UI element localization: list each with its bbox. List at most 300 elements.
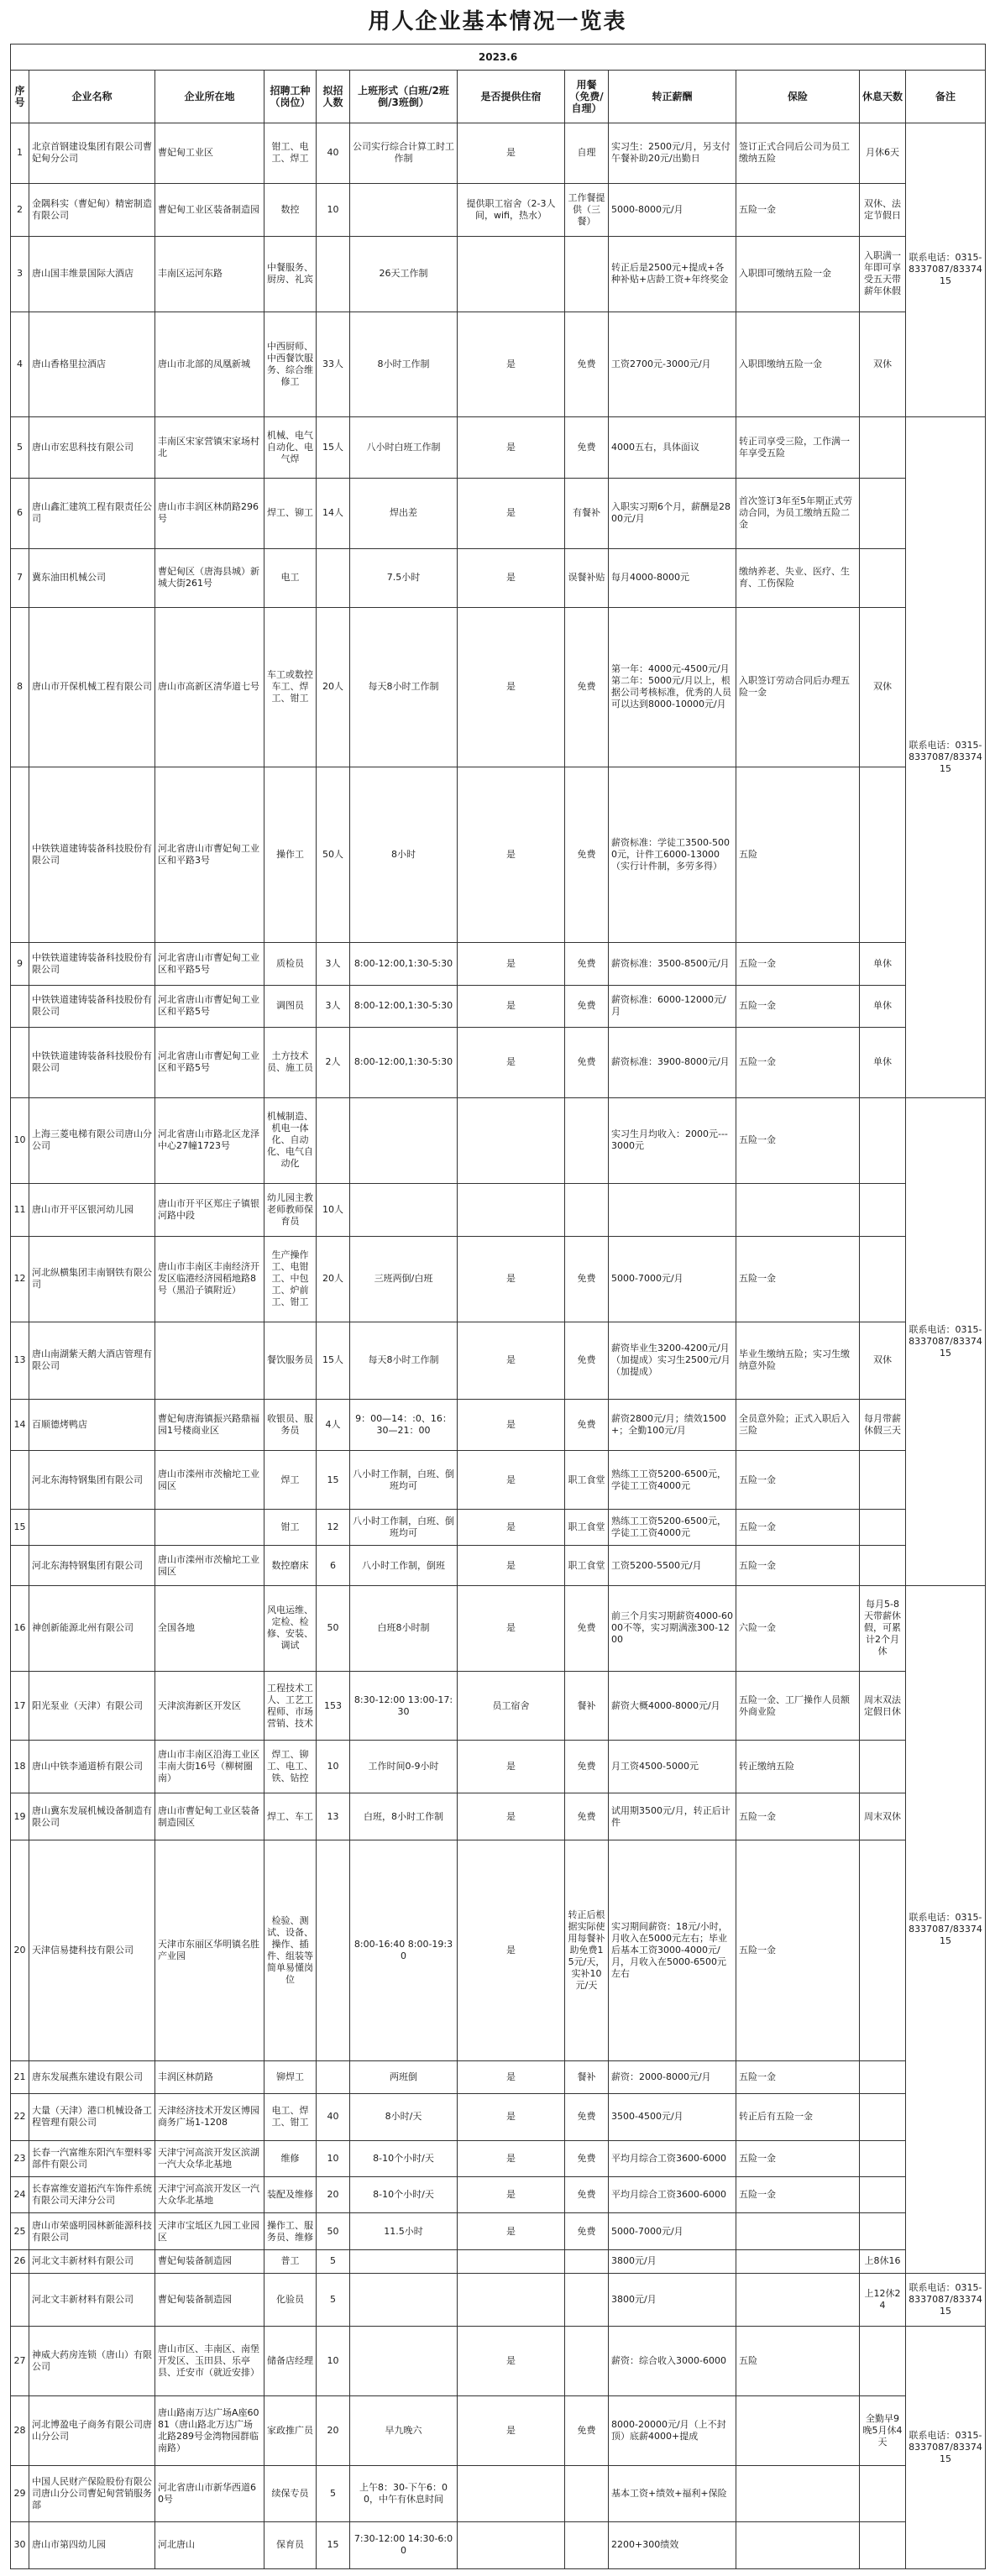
cell-company: 唐山市宏思科技有限公司: [29, 417, 155, 479]
table-row: [11, 943, 986, 985]
cell-meal: [565, 2249, 609, 2273]
table-row: [11, 123, 986, 184]
cell-rest: 单休: [860, 943, 906, 985]
cell-location: 河北省唐山市曹妃甸工业区和平路5号: [155, 985, 264, 1027]
cell-job: 风电运维、定检、检修、安装、调试: [264, 1585, 317, 1671]
cell-count: 15人: [317, 1322, 350, 1399]
cell-rest: 双休、法定节假日: [860, 184, 906, 237]
table-row: [11, 1510, 986, 1546]
cell-shift: [350, 2326, 458, 2396]
table-row: [11, 1546, 986, 1586]
cell-shift: 8:00-16:40 8:00-19:30: [350, 1840, 458, 2061]
cell-job: 质检员: [264, 943, 317, 985]
cell-rest: 双休: [860, 312, 906, 417]
cell-count: 40: [317, 2093, 350, 2140]
cell-lodging: [458, 1183, 565, 1236]
cell-shift: 早九晚六: [350, 2396, 458, 2465]
cell-lodging: 员工宿舍: [458, 1671, 565, 1740]
cell-shift: [350, 184, 458, 237]
cell-no: 13: [11, 1322, 29, 1399]
cell-meal: [565, 2521, 609, 2568]
cell-lodging: 是: [458, 1741, 565, 1793]
table-row: [11, 417, 986, 479]
cell-rest: [860, 2465, 906, 2521]
cell-rest: 周末双法定假日休: [860, 1671, 906, 1740]
cell-job: 机械、电气自动化、电气焊: [264, 417, 317, 479]
cell-lodging: 是: [458, 2213, 565, 2249]
cell-location: 唐山市曹妃甸工业区装备制造园区: [155, 1793, 264, 1840]
cell-no: 29: [11, 2465, 29, 2521]
cell-company: 唐东发展燕东建设有限公司: [29, 2060, 155, 2093]
cell-lodging: 是: [458, 607, 565, 767]
cell-count: 10: [317, 1741, 350, 1793]
cell-shift: [350, 2273, 458, 2326]
cell-lodging: 是: [458, 1322, 565, 1399]
cell-location: 唐山市区、丰南区、南堡开发区、玉田县、乐亭县、迁安市（就近安排）: [155, 2326, 264, 2396]
cell-company: 唐山市第四幼儿园: [29, 2521, 155, 2568]
cell-insurance: [736, 1183, 860, 1236]
cell-location: 唐山市北部的凤凰新城: [155, 312, 264, 417]
cell-company: 中国人民财产保险股份有限公司唐山分公司曹妃甸营销服务部: [29, 2465, 155, 2521]
cell-salary: 薪资标准：3900-8000元/月: [609, 1027, 736, 1097]
cell-rest: 每月带薪休假三天: [860, 1399, 906, 1450]
cell-location: 全国各地: [155, 1585, 264, 1671]
cell-shift: 八小时工作制，白班、倒班均可: [350, 1510, 458, 1546]
cell-salary: 每月4000-8000元: [609, 548, 736, 607]
cell-company: 冀东油田机械公司: [29, 548, 155, 607]
cell-meal: 免费: [565, 2093, 609, 2140]
page-title: 用人企业基本情况一览表: [368, 9, 627, 34]
cell-location: 天津经济技术开发区博园商务广场1-1208: [155, 2093, 264, 2140]
cell-location: 唐山市滦州市茨榆坨工业园区: [155, 1546, 264, 1586]
cell-no: 23: [11, 2140, 29, 2176]
cell-location: 河北省唐山市曹妃甸工业区和平路5号: [155, 943, 264, 985]
cell-company: 河北东海特钢集团有限公司: [29, 1546, 155, 1586]
cell-salary: 试用期3500元/月，转正后计件: [609, 1793, 736, 1840]
table-row: [11, 237, 986, 312]
cell-shift: 每天8小时工作制: [350, 607, 458, 767]
cell-company: 唐山南湖紫天鹅大酒店管理有限公司: [29, 1322, 155, 1399]
cell-count: 14人: [317, 478, 350, 548]
cell-no: 10: [11, 1097, 29, 1183]
cell-no: [11, 1546, 29, 1586]
cell-job: 普工: [264, 2249, 317, 2273]
cell-shift: 上午8：30-下午6：00，中午有休息时间: [350, 2465, 458, 2521]
cell-meal: 免费: [565, 1793, 609, 1840]
cell-rest: 双休: [860, 607, 906, 767]
cell-company: 唐山市开平区银河幼儿园: [29, 1183, 155, 1236]
cell-count: 5: [317, 2465, 350, 2521]
cell-job: 储备店经理: [264, 2326, 317, 2396]
table-row: [11, 607, 986, 767]
table-row: [11, 2249, 986, 2273]
cell-meal: 免费: [565, 1322, 609, 1399]
cell-insurance: 五险一金、工厂操作人员额外商业险: [736, 1671, 860, 1740]
cell-salary: 8000-20000元/月（上不封顶）底薪4000+提成: [609, 2396, 736, 2465]
cell-count: 50: [317, 2213, 350, 2249]
cell-location: 河北省唐山市路北区龙泽中心27幢1723号: [155, 1097, 264, 1183]
cell-company: [29, 1510, 155, 1546]
cell-lodging: 是: [458, 2093, 565, 2140]
cell-insurance: 五险一金: [736, 1840, 860, 2061]
cell-shift: [350, 1097, 458, 1183]
cell-location: 唐山市开平区郑庄子镇银河路中段: [155, 1183, 264, 1236]
table-row: [11, 2326, 986, 2396]
table-row: [11, 478, 986, 548]
cell-salary: 熟练工工资5200-6500元，学徒工工资4000元: [609, 1510, 736, 1546]
cell-job: 焊工、车工: [264, 1793, 317, 1840]
cell-shift: 焊出差: [350, 478, 458, 548]
cell-salary: 3800元/月: [609, 2249, 736, 2273]
cell-count: [317, 548, 350, 607]
table-row: [11, 2273, 986, 2326]
cell-lodging: 是: [458, 417, 565, 479]
table-row: [11, 1840, 986, 2061]
cell-count: 2人: [317, 1027, 350, 1097]
cell-lodging: 是: [458, 943, 565, 985]
cell-location: 唐山市高新区清华道七号: [155, 607, 264, 767]
cell-meal: 免费: [565, 767, 609, 943]
cell-shift: 8:30-12:00 13:00-17:30: [350, 1671, 458, 1740]
cell-location: 曹妃甸装备制造园: [155, 2249, 264, 2273]
cell-count: 3人: [317, 985, 350, 1027]
cell-lodging: [458, 2521, 565, 2568]
cell-lodging: 提供职工宿舍（2-3人间，wifi，热水）: [458, 184, 565, 237]
cell-location: 曹妃甸区（唐海县城）新城大街261号: [155, 548, 264, 607]
cell-meal: [565, 237, 609, 312]
cell-meal: 餐补: [565, 1671, 609, 1740]
cell-shift: 白班8小时制: [350, 1585, 458, 1671]
header-count: 拟招人数: [317, 70, 350, 123]
cell-salary: 薪资标准：6000-12000元/月: [609, 985, 736, 1027]
cell-job: 车工或数控车工、焊工、钳工: [264, 607, 317, 767]
cell-shift: 8小时: [350, 767, 458, 943]
cell-shift: 7:30-12:00 14:30-6:00: [350, 2521, 458, 2568]
cell-no: 4: [11, 312, 29, 417]
cell-meal: [565, 2326, 609, 2396]
cell-meal: 职工食堂: [565, 1546, 609, 1586]
cell-job: 中餐服务、厨房、礼宾: [264, 237, 317, 312]
cell-insurance: 缴纳养老、失业、医疗、生育、工伤保险: [736, 548, 860, 607]
cell-insurance: [736, 2521, 860, 2568]
cell-rest: [860, 1840, 906, 2061]
cell-rest: [860, 548, 906, 607]
cell-salary: 薪资毕业生3200-4200元/月（加提成）实习生2500元/月（加提成）: [609, 1322, 736, 1399]
header-no: 序号: [11, 70, 29, 123]
cell-meal: 免费: [565, 2213, 609, 2249]
cell-count: 20人: [317, 1236, 350, 1322]
cell-meal: 免费: [565, 1236, 609, 1322]
cell-insurance: 五险一金: [736, 2177, 860, 2213]
cell-rest: [860, 1236, 906, 1322]
table-row: [11, 2521, 986, 2568]
cell-count: 50人: [317, 767, 350, 943]
cell-rest: [860, 2093, 906, 2140]
cell-company: 神威大药房连锁（唐山）有限公司: [29, 2326, 155, 2396]
cell-salary: 5000-7000元/月: [609, 1236, 736, 1322]
cell-insurance: 五险一金: [736, 184, 860, 237]
cell-job: 操作工、服务员、维修: [264, 2213, 317, 2249]
cell-salary: 实习生月均收入：2000元---3000元: [609, 1097, 736, 1183]
cell-company: 金隅科实（曹妃甸）精密制造有限公司: [29, 184, 155, 237]
table-row: [11, 1399, 986, 1450]
cell-job: 焊工、铆工、电工、铁、钻控: [264, 1741, 317, 1793]
cell-job: 续保专员: [264, 2465, 317, 2521]
cell-rest: [860, 2213, 906, 2249]
cell-shift: 9：00—14：:0、16：30—21：00: [350, 1399, 458, 1450]
cell-company: 唐山鑫汇建筑工程有限责任公司: [29, 478, 155, 548]
cell-meal: 免费: [565, 1585, 609, 1671]
cell-company: 唐山市荣盛明园林新能源科技有限公司: [29, 2213, 155, 2249]
table-row: [11, 2093, 986, 2140]
cell-meal: 免费: [565, 2177, 609, 2213]
cell-lodging: 是: [458, 1793, 565, 1840]
cell-meal: 免费: [565, 1027, 609, 1097]
cell-job: 维修: [264, 2140, 317, 2176]
cell-lodging: 是: [458, 1585, 565, 1671]
cell-lodging: 是: [458, 1546, 565, 1586]
cell-insurance: [736, 2249, 860, 2273]
cell-job: 检验、测试、设备、操作、插件、组装等简单易懂岗位: [264, 1840, 317, 2061]
table-row: [11, 1793, 986, 1840]
cell-meal: 工作餐提供（三餐）: [565, 184, 609, 237]
cell-rest: [860, 417, 906, 479]
cell-rest: [860, 1097, 906, 1183]
cell-company: 唐山香格里拉酒店: [29, 312, 155, 417]
cell-no: 27: [11, 2326, 29, 2396]
cell-company: 上海三菱电梯有限公司唐山分公司: [29, 1097, 155, 1183]
cell-no: 11: [11, 1183, 29, 1236]
cell-job: 机械制造、机电一体化、自动化、电气自动化: [264, 1097, 317, 1183]
cell-insurance: 五险: [736, 2326, 860, 2396]
contact-note: 联系电话：0315-8337087/8337415: [906, 2326, 986, 2568]
cell-lodging: [458, 2273, 565, 2326]
cell-company: 天津信易捷科技有限公司: [29, 1840, 155, 2061]
cell-rest: 单休: [860, 1027, 906, 1097]
cell-lodging: 是: [458, 123, 565, 184]
cell-count: 50: [317, 1585, 350, 1671]
cell-insurance: 五险: [736, 767, 860, 943]
cell-rest: 月休6天: [860, 123, 906, 184]
cell-salary: 前三个月实习期薪资4000-6000不等，实习期满涨300-1200: [609, 1585, 736, 1671]
cell-count: 33人: [317, 312, 350, 417]
cell-insurance: [736, 2213, 860, 2249]
cell-rest: [860, 2060, 906, 2093]
cell-shift: 八小时白班工作制: [350, 417, 458, 479]
cell-location: 曹妃甸唐海镇振兴路鼎福园1号楼商业区: [155, 1399, 264, 1450]
cell-shift: 7.5小时: [350, 548, 458, 607]
cell-rest: 双休: [860, 1322, 906, 1399]
table-row: [11, 1671, 986, 1740]
cell-company: 河北东海特钢集团有限公司: [29, 1451, 155, 1510]
cell-insurance: 入职即可缴纳五险一金: [736, 237, 860, 312]
cell-job: 电工: [264, 548, 317, 607]
cell-no: 25: [11, 2213, 29, 2249]
table-row: [11, 1585, 986, 1671]
cell-rest: [860, 2177, 906, 2213]
cell-salary: 入职实习期6个月，薪酬是2800元/月: [609, 478, 736, 548]
cell-rest: 全勤早9晚5月休4天: [860, 2396, 906, 2465]
cell-lodging: 是: [458, 1027, 565, 1097]
table-row: [11, 2177, 986, 2213]
cell-no: 28: [11, 2396, 29, 2465]
cell-shift: 8:00-12:00,1:30-5:30: [350, 1027, 458, 1097]
cell-shift: 8-10个小时/天: [350, 2140, 458, 2176]
cell-insurance: 首次签订3年至5年期正式劳动合同，为员工缴纳五险二金: [736, 478, 860, 548]
cell-company: 长春一汽富维东阳汽车塑料零部件有限公司: [29, 2140, 155, 2176]
cell-job: 保育员: [264, 2521, 317, 2568]
cell-shift: 八小时工作制，倒班: [350, 1546, 458, 1586]
cell-shift: 8:00-12:00,1:30-5:30: [350, 943, 458, 985]
cell-location: 河北省唐山市曹妃甸工业区和平路3号: [155, 767, 264, 943]
cell-shift: 26天工作制: [350, 237, 458, 312]
cell-company: 神创新能源北州有限公司: [29, 1585, 155, 1671]
cell-location: 河北省唐山市曹妃甸工业区和平路5号: [155, 1027, 264, 1097]
cell-count: 10: [317, 184, 350, 237]
cell-rest: [860, 478, 906, 548]
cell-company: 河北文丰新材料有限公司: [29, 2249, 155, 2273]
cell-salary: 3500-4500元/月: [609, 2093, 736, 2140]
header-location: 企业所在地: [155, 70, 264, 123]
cell-count: 3人: [317, 943, 350, 985]
cell-no: 1: [11, 123, 29, 184]
cell-rest: [860, 1510, 906, 1546]
cell-company: 阳光泵业（天津）有限公司: [29, 1671, 155, 1740]
cell-insurance: 入职即缴纳五险一金: [736, 312, 860, 417]
cell-company: 中铁铁道建铸装备科技股份有限公司: [29, 1027, 155, 1097]
cell-location: 曹妃甸装备制造园: [155, 2273, 264, 2326]
table-date: 2023.6: [11, 45, 986, 71]
cell-job: 钳工: [264, 1510, 317, 1546]
cell-meal: 免费: [565, 2396, 609, 2465]
cell-lodging: [458, 237, 565, 312]
cell-salary: 基本工资+绩效+福利+保险: [609, 2465, 736, 2521]
cell-no: 3: [11, 237, 29, 312]
cell-meal: 免费: [565, 1741, 609, 1793]
cell-count: 5: [317, 2273, 350, 2326]
cell-lodging: [458, 2249, 565, 2273]
cell-shift: 两班倒: [350, 2060, 458, 2093]
cell-rest: [860, 1451, 906, 1510]
cell-salary: 薪资标准：学徒工3500-5000元，计件工6000-13000（实行计件制，多劳多得）: [609, 767, 736, 943]
cell-no: 9: [11, 943, 29, 985]
cell-count: 4人: [317, 1399, 350, 1450]
table-row: [11, 1183, 986, 1236]
cell-insurance: 转正司享受三险，工作满一年享受五险: [736, 417, 860, 479]
cell-count: 10: [317, 2140, 350, 2176]
cell-shift: 八小时工作制，白班、倒班均可: [350, 1451, 458, 1510]
table-row: [11, 312, 986, 417]
cell-location: 唐山市丰南区沿海工业区丰南大街16号（柳树圈南）: [155, 1741, 264, 1793]
cell-meal: 免费: [565, 417, 609, 479]
cell-lodging: 是: [458, 767, 565, 943]
cell-shift: 每天8小时工作制: [350, 1322, 458, 1399]
cell-company: 河北纵横集团丰南钢铁有限公司: [29, 1236, 155, 1322]
table-row: [11, 2140, 986, 2176]
cell-meal: 餐补: [565, 2060, 609, 2093]
cell-insurance: 入职签订劳动合同后办理五险一金: [736, 607, 860, 767]
cell-no: 2: [11, 184, 29, 237]
cell-count: 5: [317, 2249, 350, 2273]
cell-salary: 4000五右，具体面议: [609, 417, 736, 479]
cell-salary: 熟练工工资5200-6500元，学徒工工资4000元: [609, 1451, 736, 1510]
cell-salary: 转正后是2500元+提成+各种补贴+店龄工资+年终奖金: [609, 237, 736, 312]
cell-lodging: 是: [458, 1840, 565, 2061]
cell-lodging: 是: [458, 2140, 565, 2176]
cell-lodging: 是: [458, 1451, 565, 1510]
cell-rest: [860, 1546, 906, 1586]
cell-lodging: 是: [458, 548, 565, 607]
header-rest: 休息天数: [860, 70, 906, 123]
cell-shift: 11.5小时: [350, 2213, 458, 2249]
cell-job: 中西厨师、中西餐饮服务、综合维修工: [264, 312, 317, 417]
contact-note: 联系电话：0315-8337087/8337415: [906, 2273, 986, 2326]
cell-meal: 免费: [565, 943, 609, 985]
cell-rest: 上8休16: [860, 2249, 906, 2273]
cell-count: 13: [317, 1793, 350, 1840]
cell-lodging: 是: [458, 1510, 565, 1546]
cell-count: 15: [317, 2521, 350, 2568]
cell-count: [317, 2060, 350, 2093]
cell-lodging: 是: [458, 2396, 565, 2465]
cell-no: 20: [11, 1840, 29, 2061]
cell-no: 30: [11, 2521, 29, 2568]
cell-job: 工程技术工人、工艺工程师、市场营销、技术: [264, 1671, 317, 1740]
cell-meal: 有餐补: [565, 478, 609, 548]
cell-job: 数控: [264, 184, 317, 237]
cell-location: 天津市宝坻区九园工业园区: [155, 2213, 264, 2249]
cell-job: 焊工: [264, 1451, 317, 1510]
cell-company: 中铁铁道建铸装备科技股份有限公司: [29, 985, 155, 1027]
cell-salary: 薪资：综合收入3000-6000: [609, 2326, 736, 2396]
cell-job: 数控磨床: [264, 1546, 317, 1586]
cell-location: 河北省唐山市新华西道60号: [155, 2465, 264, 2521]
cell-no: 18: [11, 1741, 29, 1793]
cell-meal: [565, 1183, 609, 1236]
cell-count: 10人: [317, 1183, 350, 1236]
table-row: [11, 2396, 986, 2465]
cell-location: 丰南区运河东路: [155, 237, 264, 312]
cell-shift: 8小时/天: [350, 2093, 458, 2140]
cell-location: 天津滨海新区开发区: [155, 1671, 264, 1740]
cell-job: 装配及维修: [264, 2177, 317, 2213]
table-row: [11, 985, 986, 1027]
cell-company: 河北博盈电子商务有限公司唐山分公司: [29, 2396, 155, 2465]
cell-location: 唐山市丰润区林荫路296号: [155, 478, 264, 548]
table-row: [11, 767, 986, 943]
cell-count: 20: [317, 2177, 350, 2213]
cell-company: 唐山冀东发展机械设备制造有限公司: [29, 1793, 155, 1840]
cell-shift: 三班两倒/白班: [350, 1236, 458, 1322]
cell-rest: 入职满一年即可享受五天带薪年休假: [860, 237, 906, 312]
cell-no: 15: [11, 1510, 29, 1546]
cell-insurance: 五险一金: [736, 2060, 860, 2093]
cell-location: 唐山路南万达广场A座6081（唐山路北万达广场北路289号金湾物园群临南路）: [155, 2396, 264, 2465]
cell-count: 153: [317, 1671, 350, 1740]
cell-insurance: [736, 2396, 860, 2465]
table-row: [11, 1027, 986, 1097]
cell-count: 12: [317, 1510, 350, 1546]
cell-no: 14: [11, 1399, 29, 1450]
cell-company: 唐山中铁李通道桥有限公司: [29, 1741, 155, 1793]
cell-meal: 误餐补贴: [565, 548, 609, 607]
cell-salary: 平均月综合工资3600-6000: [609, 2177, 736, 2213]
header-lodging: 是否提供住宿: [458, 70, 565, 123]
cell-shift: [350, 2249, 458, 2273]
cell-lodging: 是: [458, 2060, 565, 2093]
cell-rest: [860, 1183, 906, 1236]
cell-meal: [565, 2465, 609, 2521]
